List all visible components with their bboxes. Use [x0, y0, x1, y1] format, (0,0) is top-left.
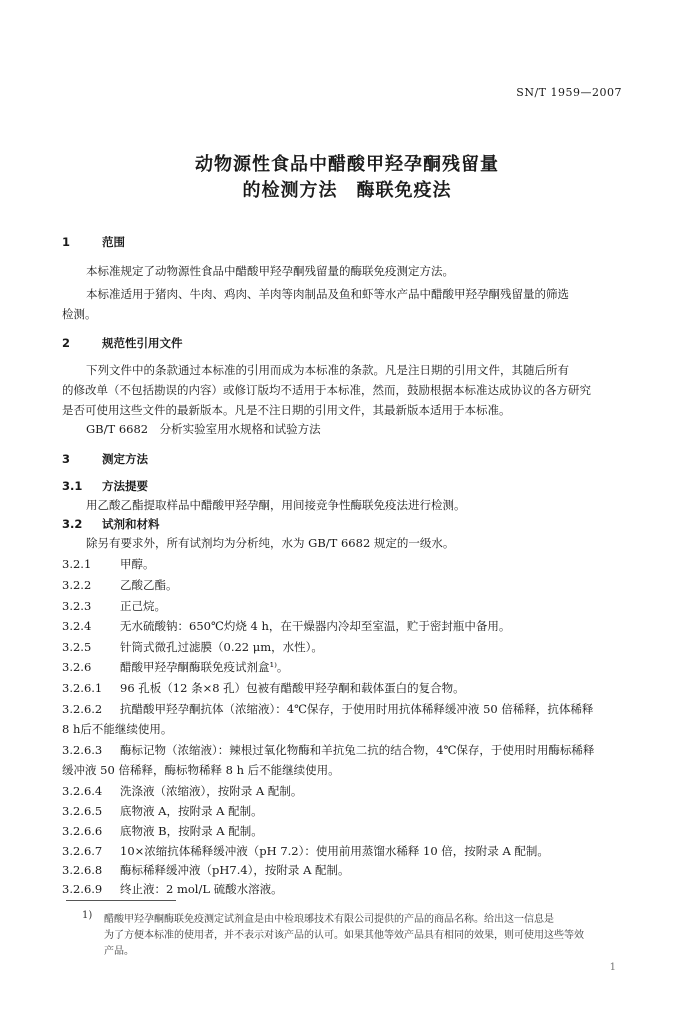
paragraph: 本标准规定了动物源性食品中醋酸甲羟孕酮残留量的酶联免疫测定方法。 [86, 264, 454, 278]
paragraph: 检测。 [62, 307, 97, 321]
document-title-line2: 的检测方法 酶联免疫法 [242, 180, 452, 201]
paragraph: 下列文件中的条款通过本标准的引用而成为本标准的条款。凡是注日期的引用文件，其随后所有 [86, 363, 569, 377]
footnote-mark: 1) [82, 910, 93, 921]
paragraph: 的修改单（不包括勘误的内容）或修订版均不适用于本标准，然而，鼓励根据本标准达成协议的各方研究 [62, 383, 591, 397]
list-item-continuation: 缓冲液 50 倍稀释，酶标物稀释 8 h 后不能继续使用。 [62, 763, 340, 777]
subsection-heading: 3.2 试剂和材料 [62, 517, 160, 531]
document-title-line1: 动物源性食品中醋酸甲羟孕酮残留量 [195, 154, 499, 175]
list-item: 3.2.4 无水硫酸钠：650℃灼烧 4 h，在干燥器内冷却至室温，贮于密封瓶中备用。 [62, 619, 511, 633]
list-item: 3.2.6.2 抗醋酸甲羟孕酮抗体（浓缩液）：4℃保存，于使用时用抗体稀释缓冲液 50 倍稀释，抗体稀释 [62, 702, 594, 716]
list-item: 3.2.6 醋酸甲羟孕酮酶联免疫试剂盒¹⁾。 [62, 660, 289, 674]
paragraph: 是否可使用这些文件的最新版本。凡是不注日期的引用文件，其最新版本适用于本标准。 [62, 403, 511, 417]
subsection-heading: 3.1 方法提要 [62, 479, 148, 493]
list-item: 3.2.6.5 底物液 A，按附录 A 配制。 [62, 804, 263, 818]
list-item: 3.2.6.4 洗涤液（浓缩液），按附录 A 配制。 [62, 784, 303, 798]
list-item: 3.2.6.3 酶标记物（浓缩液）：辣根过氧化物酶和羊抗兔二抗的结合物，4℃保存，于使用时用酶标稀释 [62, 743, 595, 757]
list-item: 3.2.6.8 酶标稀释缓冲液（pH7.4），按附录 A 配制。 [62, 863, 350, 877]
list-item: 3.2.2 乙酸乙酯。 [62, 578, 178, 592]
standard-number: SN/T 1959—2007 [516, 86, 622, 99]
paragraph: 用乙酸乙酯提取样品中醋酸甲羟孕酮，用间接竞争性酶联免疫法进行检测。 [86, 498, 466, 512]
list-item-continuation: 8 h后不能继续使用。 [62, 722, 173, 736]
section-heading: 1 范围 [62, 235, 125, 249]
list-item: 3.2.6.9 终止液：2 mol/L 硫酸水溶液。 [62, 882, 283, 896]
list-item: 3.2.6.7 10×浓缩抗体稀释缓冲液（pH 7.2）：使用前用蒸馏水稀释 10 倍，按附录 A 配制。 [62, 844, 549, 858]
list-item: 3.2.5 针筒式微孔过滤膜（0.22 μm，水性）。 [62, 640, 323, 654]
page-number: 1 [609, 962, 616, 973]
section-heading: 3 测定方法 [62, 452, 148, 466]
footnote-text: 醋酸甲羟孕酮酶联免疫测定试剂盒是由中检琅琊技术有限公司提供的产品的商品名称。给出这一信息是 [104, 914, 554, 925]
normative-reference: GB/T 6682 分析实验室用水规格和试验方法 [86, 422, 321, 436]
list-item: 3.2.6.1 96 孔板（12 条×8 孔）包被有醋酸甲羟孕酮和载体蛋白的复合物。 [62, 681, 465, 695]
list-item: 3.2.6.6 底物液 B，按附录 A 配制。 [62, 824, 263, 838]
footnote-text: 为了方便本标准的使用者，并不表示对该产品的认可。如果其他等效产品具有相同的效果，则可使用这些等效 [104, 930, 584, 941]
list-item: 3.2.3 正己烷。 [62, 599, 166, 613]
footnote-rule [66, 900, 176, 901]
paragraph: 除另有要求外，所有试剂均为分析纯，水为 GB/T 6682 规定的一级水。 [86, 536, 455, 550]
section-heading: 2 规范性引用文件 [62, 336, 183, 350]
list-item: 3.2.1 甲醇。 [62, 557, 155, 571]
footnote-text: 产品。 [104, 946, 134, 957]
paragraph: 本标准适用于猪肉、牛肉、鸡肉、羊肉等肉制品及鱼和虾等水产品中醋酸甲羟孕酮残留量的筛选 [86, 287, 569, 301]
